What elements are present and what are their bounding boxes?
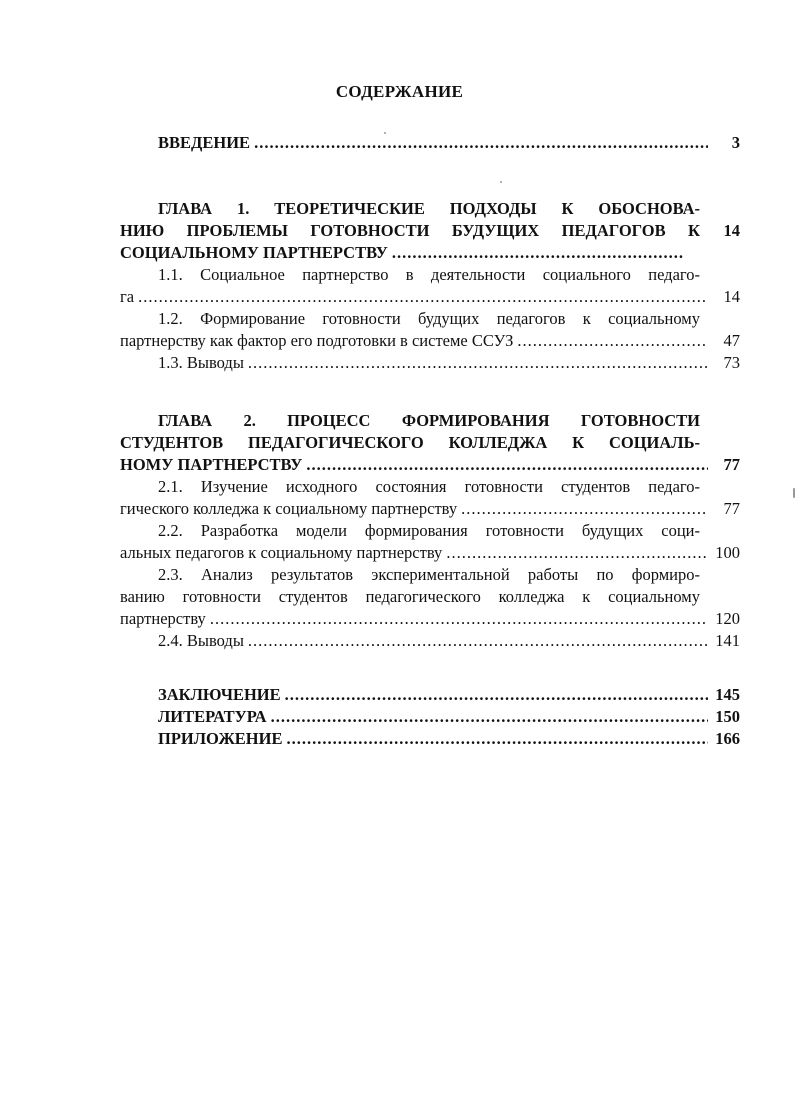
section-1-3[interactable] <box>158 352 740 374</box>
leader-dots <box>306 454 708 476</box>
chapter2-heading-line2[interactable]: СТУДЕНТОВ ПЕДАГОГИЧЕСКОГО КОЛЛЕДЖА К СОЦИАЛЬ- <box>120 433 700 452</box>
section-2-2-line2[interactable] <box>120 542 740 564</box>
scan-edge-mark <box>793 488 795 498</box>
toc-entry-label: партнерству как фактор его подготовки в системе ССУЗ <box>120 331 514 350</box>
chapter1-heading-line1[interactable]: ГЛАВА 1. ТЕОРЕТИЧЕСКИЕ ПОДХОДЫ К ОБОСНОВА- <box>158 199 700 218</box>
toc-page-number: 3 <box>731 133 740 152</box>
chapter1-page-number: 14 <box>723 221 740 240</box>
toc-entry-appendix[interactable] <box>158 728 740 750</box>
toc-entry-label: ЗАКЛЮЧЕНИЕ <box>158 685 281 704</box>
toc-page-number: 120 <box>715 609 740 628</box>
leader-dots <box>248 630 708 652</box>
leader-dots <box>286 728 708 750</box>
toc-page-number: 77 <box>723 499 740 518</box>
toc-page-number: 73 <box>723 353 740 372</box>
leader-dots <box>210 608 708 630</box>
toc-entry-label: га <box>120 287 135 306</box>
toc-entry-label: НОМУ ПАРТНЕРСТВУ <box>120 455 303 474</box>
leader-dots <box>271 706 708 728</box>
toc-entry-label: партнерству <box>120 609 206 628</box>
toc-entry-label: ВВЕДЕНИЕ <box>158 133 251 152</box>
toc-entry-label: ЛИТЕРАТУРА <box>158 707 267 726</box>
section-2-2-line1[interactable]: 2.2. Разработка модели формирования готовности будущих соци- <box>158 521 700 540</box>
leader-dots <box>285 684 708 706</box>
section-2-1-line1[interactable]: 2.1. Изучение исходного состояния готовности студентов педаго- <box>158 477 700 496</box>
toc-page-number: 77 <box>723 455 740 474</box>
scan-speck <box>384 132 386 134</box>
toc-entry-label: СОЦИАЛЬНОМУ ПАРТНЕРСТВУ <box>120 243 388 262</box>
toc-entry-label: 2.4. Выводы <box>158 631 244 650</box>
toc-page-number: 145 <box>715 685 740 704</box>
section-1-1-line2[interactable] <box>120 286 740 308</box>
leader-dots <box>461 498 708 520</box>
section-2-3-line3[interactable] <box>120 608 740 630</box>
toc-page-number: 14 <box>723 287 740 306</box>
toc-entry-label: ПРИЛОЖЕНИЕ <box>158 729 283 748</box>
toc-entry-literature[interactable] <box>158 706 740 728</box>
leader-dots <box>248 352 708 374</box>
section-2-3-line2[interactable]: ванию готовности студентов педагогического колледжа к социальному <box>120 587 700 606</box>
chapter1-heading-line3[interactable] <box>120 242 688 264</box>
toc-page-number: 47 <box>723 331 740 350</box>
toc-entry-label: альных педагогов к социальному партнерству <box>120 543 443 562</box>
section-2-4[interactable] <box>158 630 740 652</box>
section-1-2-line2[interactable] <box>120 330 740 352</box>
section-2-3-line1[interactable]: 2.3. Анализ результатов экспериментальной работы по формиро- <box>158 565 700 584</box>
scan-speck <box>500 181 502 183</box>
chapter2-heading-line1[interactable]: ГЛАВА 2. ПРОЦЕСС ФОРМИРОВАНИЯ ГОТОВНОСТИ <box>158 411 700 430</box>
leader-dots <box>254 132 708 154</box>
toc-entry-intro[interactable] <box>158 132 740 154</box>
chapter2-heading-line3[interactable] <box>120 454 740 476</box>
section-1-1-line1[interactable]: 1.1. Социальное партнерство в деятельности социального педаго- <box>158 265 700 284</box>
section-1-2-line1[interactable]: 1.2. Формирование готовности будущих педагогов к социальному <box>158 309 700 328</box>
section-2-1-line2[interactable] <box>120 498 740 520</box>
toc-page-number: 166 <box>715 729 740 748</box>
leader-dots <box>446 542 708 564</box>
leader-dots <box>138 286 708 308</box>
toc-entry-label: гического колледжа к социальному партнерству <box>120 499 458 518</box>
toc-page-number: 100 <box>715 543 740 562</box>
toc-page-number: 141 <box>715 631 740 650</box>
chapter1-heading-line2[interactable]: НИЮ ПРОБЛЕМЫ ГОТОВНОСТИ БУДУЩИХ ПЕДАГОГОВ К <box>120 221 700 240</box>
leader-dots <box>392 242 684 264</box>
toc-page-number: 150 <box>715 707 740 726</box>
leader-dots <box>517 330 708 352</box>
toc-entry-label: 1.3. Выводы <box>158 353 244 372</box>
toc-entry-conclusion[interactable] <box>158 684 740 706</box>
page-title: СОДЕРЖАНИЕ <box>335 82 464 101</box>
